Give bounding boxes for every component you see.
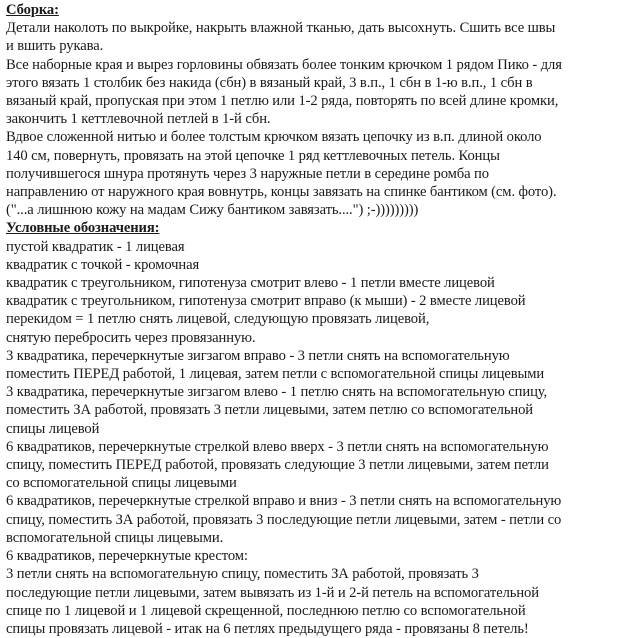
text-line: 3 квадратика, перечеркнутые зигзагом вправо - 3 петли снять на вспомогательную <box>6 347 510 364</box>
text-line: поместить ЗА работой, провязать 3 петли лицевыми, затем петлю со вспомогательной <box>6 402 534 419</box>
text-line: спицы лицевой <box>6 420 100 437</box>
text-line: спицу, поместить ПЕРЕД работой, провязать следующие 3 петли лицевыми, затем петли <box>6 457 549 474</box>
text-line: квадратик с треугольником, гипотенуза смотрит вправо (к мыши) - 2 вместе лицевой <box>6 293 526 310</box>
text-line: направлению от наружного края вовнутрь, концы завязать на спинке бантиком (см. фото). <box>6 184 557 201</box>
text-line: снятую перебросить через провязанную. <box>6 329 256 346</box>
text-line: последующие петли лицевыми, затем вывязать из 1-й и 2-й петель на вспомогательной <box>6 584 539 601</box>
legend-heading: Условные обозначения: <box>6 220 160 237</box>
text-line: пустой квадратик - 1 лицевая <box>6 238 185 255</box>
text-line: спицу, поместить ЗА работой, провязать 3 последующие петли лицевыми, затем - петли со <box>6 511 562 528</box>
text-line: 140 см, повернуть, провязать на этой цепочке 1 ряд кеттлевочных петель. Концы <box>6 147 500 164</box>
text-line: ("...а лишнюю кожу на мадам Сижу бантиком завязать....") ;-))))))))) <box>6 202 419 219</box>
text-line: закончить 1 кеттлевочной петлей в 1-й сбн. <box>6 111 271 128</box>
text-line: квадратик с точкой - кромочная <box>6 256 200 273</box>
text-line: получившегося шнура протянуть через 3 наружные петли в середине ромба по <box>6 165 489 182</box>
text-line: 6 квадратиков, перечеркнутые стрелкой влево вверх - 3 петли снять на вспомогательную <box>6 438 549 455</box>
text-line: этого вязать 1 столбик без накида (сбн) в вязаный край, 3 в.п., 1 сбн в 1-ю в.п., 1 сбн в <box>6 74 533 91</box>
text-line: со вспомогательной спицы лицевыми <box>6 475 237 492</box>
text-line: спице по 1 лицевой и 1 лицевой скрещенной, последнюю петлю со вспомогательной <box>6 602 526 619</box>
text-line: вязаный край, пропуская при этом 1 петлю или 1-2 ряда, повторять по всей длине кромки, <box>6 93 559 110</box>
text-line: 6 квадратиков, перечеркнутые стрелкой вправо и вниз - 3 петли снять на вспомогательную <box>6 493 562 510</box>
document <box>6 1 614 638</box>
text-line: поместить ПЕРЕД работой, 1 лицевая, затем петли с вспомогательной спицы лицевыми <box>6 366 545 383</box>
assembly-section <box>6 1 614 219</box>
text-line: 6 квадратиков, перечеркнутые крестом: <box>6 548 248 565</box>
legend-section <box>6 219 614 638</box>
assembly-text <box>6 19 614 219</box>
legend-text <box>6 238 614 638</box>
assembly-heading: Сборка: <box>6 2 59 18</box>
text-line: и вшить рукава. <box>6 38 104 55</box>
text-line: 3 петли снять на вспомогательную спицу, поместить ЗА работой, провязать 3 <box>6 566 479 583</box>
text-line: квадратик с треугольником, гипотенуза смотрит влево - 1 петли вместе лицевой <box>6 275 495 292</box>
text-line: Вдвое сложенной нитью и более толстым крючком вязать цепочку из в.п. длиной около <box>6 129 542 146</box>
text-line: спицы провязать лицевой - итак на 6 петлях предыдущего ряда - провязаны 8 петель! <box>6 620 529 637</box>
text-line: перекидом = 1 петлю снять лицевой, следующую провязать лицевой, <box>6 311 430 328</box>
text-line: Все наборные края и вырез горловины обвязать более тонким крючком 1 рядом Пико - для <box>6 56 562 73</box>
text-line: Детали наколоть по выкройке, накрыть влажной тканью, дать высохнуть. Сшить все швы <box>6 20 556 37</box>
text-line: вспомогательной спицы лицевыми. <box>6 529 224 546</box>
text-line: 3 квадратика, перечеркнутые зигзагом влево - 1 петлю снять на вспомогательную спицу, <box>6 384 548 401</box>
